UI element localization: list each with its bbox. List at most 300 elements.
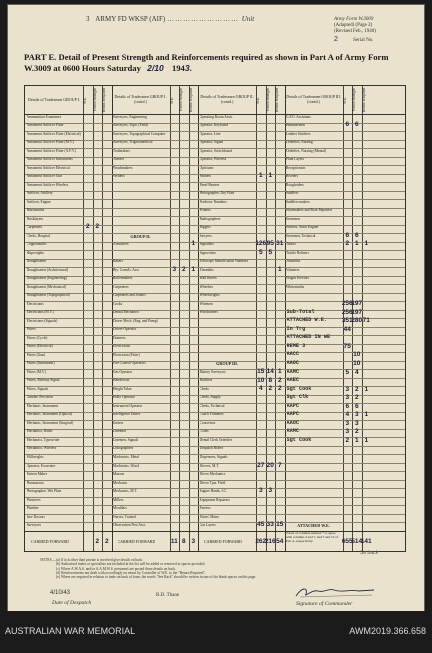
trade-label: Tinsmiths (286, 259, 301, 264)
unit-prefix: 3 (86, 15, 90, 23)
stamped-entry: Sgt Cook (286, 436, 312, 443)
trade-label: Boilermakers (113, 276, 133, 281)
trade-label: Carpenters (26, 225, 43, 230)
trade-label: Farriers (199, 506, 211, 511)
strength-value: 2 (354, 428, 359, 436)
trade-label: Draughtsmen (Mechanical) (26, 284, 66, 289)
strength-value: 1 (364, 240, 369, 248)
strength-value: 655 (341, 538, 353, 545)
form-title (24, 52, 404, 74)
strength-value: 54 (276, 538, 284, 545)
subcolumn-title: Reinfs. Required (102, 87, 106, 113)
strength-value: 6 (354, 402, 359, 410)
strength-value: 1 (268, 172, 273, 180)
trade-label: Butchers (199, 378, 213, 383)
trade-label: Surveyors, Engineering (113, 114, 147, 119)
trade-label: Storemen, Technical (286, 233, 316, 238)
title-date: 2/10 (147, 63, 164, 73)
trade-label: Wagon Erectors (286, 276, 309, 281)
despatch-date: 4/10/43 (50, 590, 71, 596)
subcolumn-title: Posted Strength (352, 88, 356, 112)
trade-label: Shoemakers and Boot Repairers (286, 208, 333, 213)
stamped-entry: AAOC (286, 359, 299, 366)
trade-label: Drivers, M.T. (199, 463, 219, 468)
trade-label: Artificer, Engine (26, 199, 51, 204)
trade-label: Sawyers (199, 233, 212, 238)
strength-value: 6 (345, 402, 350, 410)
strength-value: 31 (276, 240, 284, 248)
subcolumn-title: W.E. (169, 96, 174, 104)
trade-label: Plasterers (26, 497, 41, 502)
strength-value: 3 (345, 419, 350, 427)
trade-label: Fire Control Operators (113, 361, 146, 366)
trade-label: Predictor Numbers (199, 199, 227, 204)
strength-value: 2 (277, 376, 282, 384)
stamped-entry: In Trg (286, 325, 306, 332)
trade-label: Blacksmiths (26, 208, 45, 213)
notes-block (40, 558, 380, 579)
strength-value: 3 (268, 487, 273, 495)
trade-label: Mechanics, Typewriter (26, 437, 60, 442)
trade-label: GROUP II. (130, 233, 151, 239)
trade-label: Orderlies, Nursing (Mental) (286, 148, 327, 153)
trade-label: Wheelers (199, 284, 214, 289)
trade-label: Moulders (113, 506, 127, 511)
trade-label: Gas Operator (113, 369, 133, 374)
archive-footer (0, 611, 432, 653)
strength-value: 6 (345, 121, 350, 129)
trade-label: Cooks (199, 429, 209, 434)
trade-label: Storemen (286, 216, 300, 221)
trade-label: Hairdresser (113, 378, 130, 383)
subcolumn-title: Posted Strength (265, 88, 270, 112)
strength-value: 3 (345, 394, 350, 402)
unit-label: Unit (241, 15, 255, 23)
strength-value: 14 (266, 368, 274, 376)
trade-label: Bakers (113, 259, 123, 264)
strength-value: 3 (191, 538, 196, 545)
form-line: (Adapted) (Page 2) (334, 23, 373, 28)
note-line: (e) Where are required in relation to trade on back of form, the words "See Back" should be written in one of the blank spaces on this page. (56, 575, 257, 580)
strength-value: 4 (354, 368, 359, 376)
serial-line (334, 37, 376, 44)
trade-label: Gas Layers (199, 523, 216, 528)
carried-forward-label: CARRIED FORWARD (117, 540, 156, 544)
form-line: (Revised Feb., 1940) (334, 29, 376, 34)
strength-value: 20 (266, 461, 274, 469)
trade-label: Fitters' Mates (199, 514, 220, 519)
trade-label: Electricians (26, 301, 44, 306)
trade-label: Fitters, Signals (26, 386, 49, 391)
strength-value: 1 (354, 436, 359, 444)
trade-label: Masons (113, 472, 125, 477)
trade-label: Draughtsmen (Engineering) (26, 276, 67, 281)
trade-label: Plumber (26, 506, 39, 511)
trade-label: Dental Clerk Orderlies (199, 437, 233, 442)
trade-label: Clerks (199, 386, 209, 391)
trade-label: Panel Beaters (199, 182, 220, 187)
trade-label: Electricians (M.V.) (26, 310, 54, 315)
strength-value: 141 (360, 538, 372, 545)
trade-label: Wheelwrights (199, 293, 220, 298)
strength-value: 4 (345, 411, 350, 419)
title-suffix: . (189, 63, 192, 73)
trade-label: Surveyors, Topographical Computer (113, 131, 166, 136)
strength-value: 6 (354, 121, 359, 129)
trade-label: Electricians (Signals) (26, 318, 58, 323)
strength-value: 15 (276, 521, 284, 529)
strength-value: 262 (255, 538, 267, 545)
stamped-entry: AAMC (286, 368, 299, 375)
strength-value: 1 (364, 411, 369, 419)
trade-label: Armament Artificer Fitter (26, 123, 64, 128)
strength-value: 5 (268, 248, 273, 256)
trade-label: Electricians (113, 344, 130, 349)
strength-value: 6 (345, 231, 350, 239)
trade-label: Mechanics, Wireless (26, 446, 57, 451)
column-title: Details of Tradesmen GROUP II. (contd.) (200, 94, 254, 104)
trade-label: Artificer, Artillery (26, 191, 53, 196)
subcolumn-title: Posted Strength (92, 88, 97, 112)
trade-label: Engine Hands, I.C. (199, 489, 227, 494)
form-line: Army Form W.3009 (334, 17, 374, 22)
trade-label: Radiographers (199, 216, 221, 221)
strength-value: 10 (353, 351, 361, 359)
carried-forward-label: CARRIED FORWARD (204, 540, 242, 544)
strength-value: 1 (258, 172, 263, 180)
strength-value: 197 (351, 300, 363, 308)
strength-value: 1 (354, 240, 359, 248)
strength-value: 95 (266, 240, 274, 248)
trade-label: Driver Mech. (Eng. and Pump) (113, 318, 158, 323)
column-title: Details of Tradesmen GROUP I. (contd.) (114, 94, 167, 104)
stamped-entry: REME 3 (286, 342, 306, 349)
trade-label: Pattern Maker (26, 472, 47, 477)
trade-label: Signwriters (199, 250, 217, 255)
strength-value: 1 (364, 385, 369, 393)
trade-label: Operator, Line (199, 131, 221, 136)
trade-label: Operator, Signal (199, 140, 224, 145)
trade-label: Hammermen (286, 123, 305, 128)
trade-label: Fitters (Cycle) (26, 335, 48, 340)
trade-label: Armament Artificer Wireless (26, 182, 69, 187)
trade-label: Draughtsmen (Topographical) (26, 293, 70, 298)
trade-label: Printers (199, 208, 211, 213)
stamped-entry: AAEC (286, 377, 299, 384)
trade-label: Machinists, Metal (113, 455, 139, 459)
strength-value: 8 (181, 538, 186, 545)
strength-value: 2 (95, 223, 100, 231)
strength-value: 256 (341, 300, 353, 308)
trade-label: Drainers (113, 335, 126, 340)
trade-label: Dental Mechanics (113, 310, 140, 315)
trade-label: Opticians (199, 165, 214, 170)
subcolumn-title: Posted Strength (179, 88, 183, 112)
trade-label: Photographer, Dry Plate (199, 191, 235, 196)
strength-value: 71 (362, 317, 370, 325)
trade-label: Saddlers (286, 191, 299, 196)
strength-value: 45 (257, 521, 265, 529)
note-line: (d) Reinforcements not dealt with accordingly on return by Controller of W.E. to the "Return Required". (56, 570, 206, 575)
trade-label: Watchmakers (113, 165, 133, 170)
stamped-entry: Sub-Total (286, 308, 315, 315)
trade-label: Operator, Wireless (199, 157, 227, 162)
strength-value: 126 (255, 240, 267, 248)
trade-label: Millwrights (26, 455, 44, 459)
trade-label: Height Taker (113, 386, 132, 391)
strength-value: 1 (277, 368, 282, 376)
trade-label: Operator, Keyboard (199, 123, 229, 128)
strength-value: 1 (191, 265, 196, 273)
trade-label: Fitters (Instrument) (26, 361, 55, 366)
strength-value: 3 (354, 419, 359, 427)
army-form-sheet (8, 5, 424, 611)
trade-label: Toolmakers (113, 148, 130, 153)
archive-id: AWM2019.366.658 (349, 626, 426, 636)
strength-value: 6 (354, 231, 359, 239)
trade-label: Leather Stitchers (286, 131, 311, 136)
trade-label: Carpenters and Joiners (113, 293, 146, 298)
trade-label: Wiremen (199, 301, 213, 306)
totals-note: Totals of columns marked * to agree with columns 4 and 7, and 5 and 10 of Part A, respectively. (286, 532, 338, 543)
strength-value: 1 (364, 436, 369, 444)
strength-value: 351 (341, 317, 353, 325)
title-year-end: 3 (184, 63, 190, 73)
strength-value: 3 (345, 385, 350, 393)
note-line: (c) Where A.W.A.S. and/or A.A.M.W.S. personnel are posted those details on back. (56, 566, 176, 571)
trade-label: ATTACHED W.E. (297, 523, 330, 529)
strength-value: 8 (268, 376, 273, 384)
strength-value: 75 (343, 342, 351, 350)
strength-value: 4 (258, 385, 263, 393)
trade-label: Painters (199, 174, 212, 179)
trade-label: GROUP III. (216, 361, 238, 367)
stamped-entry: Sgt Cook (286, 385, 312, 392)
trade-label: Bty. Comd's. Asst. (113, 267, 140, 272)
title-year: 194 (171, 63, 185, 73)
strength-value: 2 (104, 538, 109, 545)
stamped-entry: AACC (286, 351, 299, 358)
trade-label: Surveyors (26, 523, 42, 528)
trade-label: Concretors (199, 420, 216, 425)
row-rule (25, 335, 405, 336)
serial-label: Serial No. (353, 38, 374, 43)
form-identifier (334, 17, 376, 44)
trade-label: Driver Mechanics (199, 472, 226, 477)
trade-label: Battery Surveyors (199, 369, 226, 374)
strength-value: 33 (266, 521, 274, 529)
trade-label: Mechanics, Radio (26, 429, 53, 434)
trade-label: Signallers (199, 242, 214, 247)
trade-label: Fitters (Electrical) (26, 344, 53, 349)
trade-label: Armourers (113, 242, 129, 247)
strength-value: 5 (345, 368, 350, 376)
trade-label: Textile Refiners (286, 250, 309, 255)
trade-label: Tinsmiths (199, 267, 214, 272)
serial-number: 2 (334, 36, 338, 43)
unit-line: 3 ARMY FD WKSP (AIF) ……………………… Unit (86, 15, 255, 23)
trade-label: Bricklayers (26, 216, 44, 221)
part-label: PART E. (24, 52, 57, 62)
trade-label: Receptionists (286, 165, 306, 170)
stamped-entry: ATTACHED W.E. (286, 317, 327, 324)
trade-label: Armament Artificer Fitter (A.F.V.) (26, 148, 77, 153)
subcolumn-title: Reinfs. Required (275, 87, 279, 113)
trade-label: Roughriders (286, 182, 304, 187)
stamped-entry: Sgt Clk (286, 394, 309, 401)
stamped-entry: AAMC (286, 428, 299, 435)
trade-label: Telescope Identification Numbers (199, 259, 249, 264)
strength-value: 10 (257, 376, 265, 384)
trade-label: Woodturners (199, 310, 218, 315)
trade-label: Armament Artificer Fitter (M.V.) (26, 140, 75, 145)
subcolumn-title: W.E. (342, 96, 347, 104)
trade-label: Joiners (113, 420, 124, 425)
trade-label: Armament Artificer Fitter (Electrical) (26, 131, 81, 136)
subcolumn-title: W.E. (83, 96, 87, 104)
strength-value: 1 (277, 265, 282, 273)
despatch-date-label: Date of Despatch (52, 600, 92, 606)
note-line: NOTES.—(a) If tick other than private is involved give details on back. (40, 558, 144, 562)
trade-label: Linemen (113, 429, 126, 434)
trade-label: Strikers, Static Engine (286, 225, 319, 230)
column-title: Details of Tradesmen GROUP III. (contd.) (286, 94, 341, 104)
subcolumn-title: Reinfs. Required (361, 87, 366, 113)
trade-label: Tailors (286, 242, 296, 247)
trade-label: Linemen, Signals (113, 437, 139, 442)
strength-value: 514 (351, 538, 363, 545)
trade-label: Coach Trimmers (199, 412, 224, 417)
trade-label: Mechanic, Instrument (Optical) (26, 412, 72, 417)
subcolumn-title: Reinfs. Required (188, 87, 193, 113)
trade-label: Machinists, Wood (113, 463, 139, 468)
signature-label: Signature of Commander (296, 601, 353, 607)
strength-value: 3 (354, 411, 359, 419)
strength-value: 2 (345, 240, 350, 248)
trade-label: Observation Post Asst. (113, 523, 146, 528)
trade-label: Photographer, Wet Plate (26, 489, 62, 494)
trade-label: Valuaters (286, 267, 300, 272)
strength-value: 2 (354, 385, 359, 393)
stamped-entry: ATTACHED IN WE (286, 334, 331, 341)
trade-label: Draughtsmen (26, 259, 46, 264)
trade-label: Clerks, Supply (199, 395, 221, 400)
trade-label: Armament Artificer Electrical (26, 165, 70, 170)
carried-forward-label: CARRIED FORWARD (31, 540, 69, 544)
trade-label: Mechanic (113, 480, 128, 485)
strength-value: 197 (351, 308, 363, 316)
trade-label: Hollo Operator (113, 395, 135, 400)
strength-value: 2 (345, 436, 350, 444)
strength-value: 3 (258, 487, 263, 495)
trade-label: Pharmacists (26, 480, 44, 485)
trade-label: Despatch Riders (199, 446, 224, 451)
trade-label: Coppersmiths (26, 242, 47, 247)
trade-label: Wall Borers (199, 276, 217, 281)
trade-label: Dispensers, Signals (199, 455, 228, 459)
trade-label: Surveyors, Topo. (Field) (113, 123, 149, 128)
trade-label: Whitesmiths (286, 284, 305, 289)
trade-label: Riggers (199, 225, 211, 230)
trade-label: Intelligence Duties (113, 412, 141, 417)
unit-name: ARMY FD WKSP (AIF) (95, 15, 166, 23)
trade-label: Electrician (Fitter) (113, 352, 140, 357)
trade-label: Clerks, Hospital (26, 233, 50, 238)
trade-label: Driver-Operator (113, 327, 137, 332)
column-title: Details of Tradesmen GROUP I. (28, 96, 80, 102)
trade-label: Fitters, Railway Signal (26, 378, 60, 383)
trade-label: Fitters (26, 327, 36, 332)
trade-label: Turners (113, 157, 125, 162)
title-text: Detail of Present Strength and Reinforcements required as shown in Part A of Army Form W.3009 at 0600 Hours Saturday (24, 52, 389, 73)
trade-label: Mechanics, M.T. (113, 489, 138, 494)
trade-label: Operating Room Assts. (199, 114, 233, 119)
trade-label: G.P.O. Assistants (286, 114, 311, 119)
trade-label: Ammunition Examiners (26, 114, 62, 119)
stamped-entry: AAPC (286, 402, 299, 409)
strength-value: 7 (277, 461, 282, 469)
trade-label: Fitters (M.V.) (26, 369, 47, 374)
trade-label: Operator, Switchboard (199, 148, 233, 153)
strength-value: 2 (354, 394, 359, 402)
stamped-entry: AAPC (286, 411, 299, 418)
row-rule (25, 352, 405, 353)
strength-value: 2 (181, 265, 186, 273)
trade-label: Orderlies, Nursing (286, 140, 313, 145)
trade-label: Nurses, Trained (113, 514, 136, 519)
strength-value: 10 (353, 359, 361, 367)
strength-value: 2 (95, 538, 100, 545)
strength-value: 1 (191, 240, 196, 248)
strength-value: 15 (257, 368, 265, 376)
trade-label: Grinder, Precision (26, 395, 53, 400)
strength-value: 280 (351, 317, 363, 325)
trade-label: Cooks (113, 301, 123, 306)
strength-value: 2 (277, 385, 282, 393)
trade-label: Armament Artificer Gun (26, 174, 63, 179)
strength-value: 27 (257, 461, 265, 469)
trade-label: Surveyors, Trigonometrical (113, 140, 153, 145)
strength-value: 11 (170, 538, 178, 545)
trade-label: Armament Artificer Instruments (26, 157, 73, 162)
trade-label: Equipment Repairers (199, 497, 230, 502)
trade-label: Millers (113, 497, 124, 502)
trade-label: Operator, Excavator (26, 463, 56, 468)
strength-value: 44 (343, 325, 351, 333)
strength-value: 2 (268, 385, 273, 393)
commander-signature (294, 585, 376, 599)
subcolumn-title: W.E. (256, 96, 260, 104)
carried-rule (25, 531, 405, 532)
see-back-mark: Se back (360, 550, 379, 556)
note-line: (b) Authorised trades or specialists not included in the list will be added or removed as spaces provided. (56, 562, 206, 567)
trade-label: Lithographers (113, 446, 134, 451)
trade-label: Clerks, Technical (199, 403, 225, 408)
trade-label: Instrument Operator (113, 403, 143, 408)
strength-table (24, 85, 406, 552)
trade-label: Driver Tpts. Field (199, 480, 226, 485)
commander-name: R.D. Thane (156, 593, 180, 598)
strength-value: 216 (264, 538, 276, 545)
strength-value: 5 (258, 248, 263, 256)
archive-name: AUSTRALIAN WAR MEMORIAL (5, 626, 136, 636)
trade-label: Riveters (286, 174, 298, 179)
strength-value: 256 (341, 308, 353, 316)
trade-label: Plant Layers (286, 157, 305, 162)
stamped-entry: AAOC (286, 419, 299, 426)
trade-label: Carpenters (113, 284, 129, 289)
trade-label: Mechanic, Instrument (26, 403, 59, 408)
